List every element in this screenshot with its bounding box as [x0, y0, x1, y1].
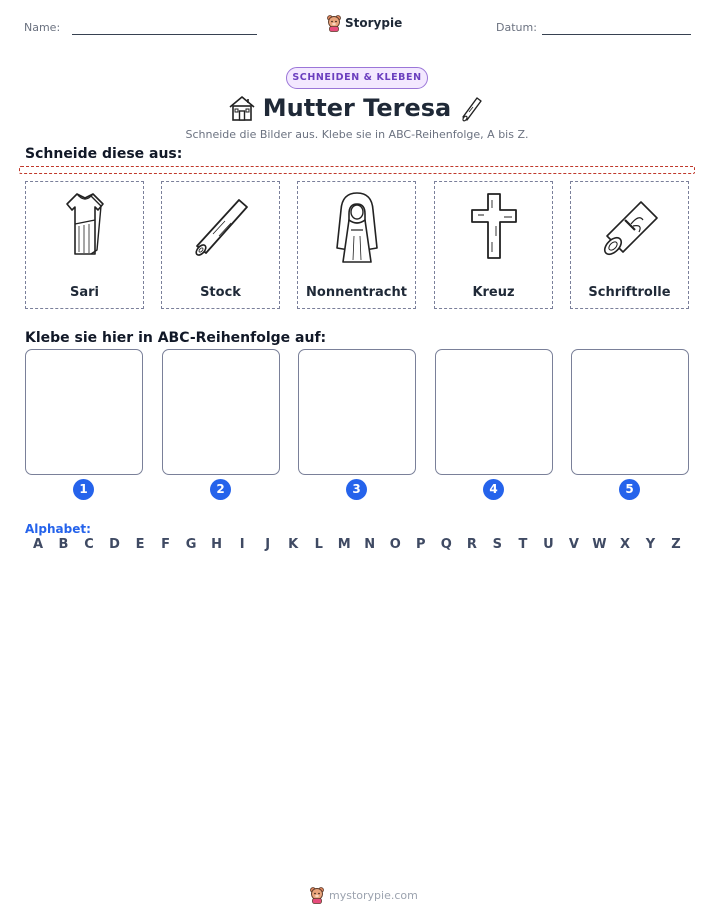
- date-label: Datum:: [496, 21, 537, 34]
- cut-card-kreuz[interactable]: [434, 181, 553, 309]
- alphabet-letter: M: [337, 537, 351, 552]
- alphabet-letter: B: [58, 537, 69, 552]
- cut-label: Sari: [69, 285, 99, 300]
- name-label: Name:: [24, 21, 61, 34]
- alphabet-letter: J: [265, 537, 271, 552]
- alphabet-letter: D: [109, 537, 120, 552]
- cut-label: Schriftrolle: [588, 285, 671, 300]
- paste-box-2[interactable]: [162, 349, 280, 475]
- nun-habit-icon: [327, 190, 387, 266]
- alphabet-letter: F: [161, 537, 171, 552]
- alphabet-letter: R: [466, 537, 477, 552]
- name-line[interactable]: [72, 34, 257, 35]
- paste-box-1[interactable]: [25, 349, 143, 475]
- storypie-logo: [326, 13, 402, 33]
- number-badge: 4: [483, 479, 504, 500]
- number-badge: 5: [619, 479, 640, 500]
- activity-badge: SCHNEIDEN & KLEBEN: [286, 67, 428, 89]
- bear-mascot-icon: [309, 886, 325, 904]
- cut-line: [19, 166, 695, 174]
- alphabet-letter: C: [84, 537, 94, 552]
- stick-icon: [456, 93, 486, 123]
- alphabet-letter: E: [135, 537, 145, 552]
- sari-icon: [57, 190, 113, 262]
- logo-text: Storypie: [345, 16, 403, 30]
- cut-label: Nonnentracht: [306, 285, 407, 300]
- number-badge: 2: [210, 479, 231, 500]
- alphabet-letter: S: [492, 537, 503, 552]
- footer-url: mystorypie.com: [329, 888, 418, 902]
- cut-section-heading: Schneide diese aus:: [25, 146, 183, 162]
- alphabet-letter: N: [364, 537, 376, 552]
- alphabet-letter: I: [239, 537, 245, 552]
- alphabet-letter: T: [518, 537, 528, 552]
- paste-box-4[interactable]: [435, 349, 553, 475]
- cut-label: Stock: [200, 285, 241, 300]
- paste-box-3[interactable]: [298, 349, 416, 475]
- page-title: Mutter Teresa: [262, 94, 452, 122]
- cut-card-sari[interactable]: [25, 181, 144, 309]
- footer: [309, 885, 418, 905]
- alphabet-letter: W: [592, 537, 607, 552]
- alphabet-letter: Y: [645, 537, 656, 552]
- alphabet-letter: H: [211, 537, 223, 552]
- cut-card-schriftrolle[interactable]: [570, 181, 689, 309]
- alphabet-row: [25, 537, 690, 555]
- alphabet-letter: Q: [440, 537, 452, 552]
- alphabet-letter: X: [619, 537, 630, 552]
- alphabet-letter: P: [416, 537, 426, 552]
- alphabet-letter: L: [314, 537, 323, 552]
- alphabet-letter: G: [185, 537, 197, 552]
- title-area: [0, 92, 714, 126]
- bear-mascot-icon: [326, 14, 342, 32]
- alphabet-letter: A: [32, 537, 44, 552]
- stick-icon: [189, 190, 253, 262]
- cut-card-nonnentracht[interactable]: [297, 181, 416, 309]
- cut-label: Kreuz: [472, 285, 515, 300]
- scroll-icon: [595, 190, 665, 260]
- alphabet-letter: K: [288, 537, 299, 552]
- alphabet-letter: Z: [671, 537, 681, 552]
- alphabet-letter: O: [389, 537, 401, 552]
- alphabet-label: Alphabet:: [25, 522, 91, 536]
- alphabet-letter: U: [543, 537, 554, 552]
- cross-icon: [468, 190, 520, 262]
- number-badge: 3: [346, 479, 367, 500]
- date-line[interactable]: [542, 34, 691, 35]
- paste-box-5[interactable]: [571, 349, 689, 475]
- paste-section-heading: Klebe sie hier in ABC-Reihenfolge auf:: [25, 330, 327, 346]
- alphabet-letter: V: [568, 537, 579, 552]
- number-badge: 1: [73, 479, 94, 500]
- instructions: Schneide die Bilder aus. Klebe sie in ABC-Reihenfolge, A bis Z.: [185, 128, 529, 141]
- cut-card-stock[interactable]: [161, 181, 280, 309]
